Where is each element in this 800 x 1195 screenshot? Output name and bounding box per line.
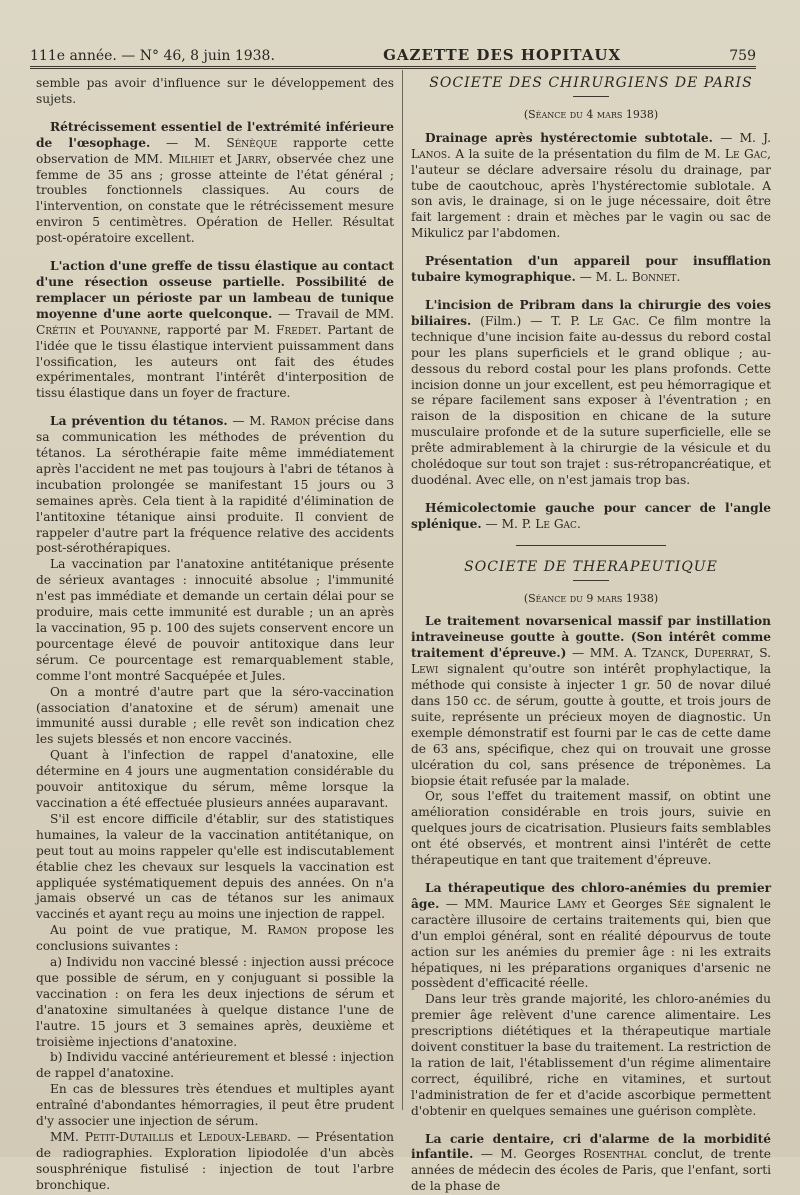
author-name: Lewi	[411, 662, 439, 677]
author-name: Tzanck	[642, 646, 685, 661]
author-name: Fredet	[276, 322, 318, 337]
author-name: Le Gac	[724, 146, 768, 161]
paragraph: Or, sous l'effet du traitement massif, on obtint une amélioration considérable en trois jours, suivie en quelques jours de cicatrisation. Plusieurs faits semblables ont été observés, et montrent ainsi l'intérêt de cette thérapeutique en tant que traitement d'épreuve.	[411, 789, 771, 868]
article-title: La thérapeutique des chloro-anémies du premier âge.	[411, 880, 771, 911]
author-name: Lanos	[411, 146, 448, 161]
author-name: Ramon	[267, 923, 308, 938]
paragraph: Quant à l'infection de rappel d'anatoxine, elle détermine en 4 jours une augmentation considérable du pouvoir antitoxique du sérum, même lorsque la vaccination a été effectuée plusieurs années auparavant.	[36, 748, 394, 810]
article-hemicolectomie: Hémicolectomie gauche pour cancer de l'angle splénique. — M. P. Le Gac.	[411, 500, 771, 531]
author-name: Ramon	[270, 414, 311, 429]
author-name: Le Gac	[535, 516, 577, 531]
section-separator	[516, 545, 666, 546]
paragraph: S'il est encore difficile d'établir, sur des statistiques humaines, la valeur de la vaccination antitétanique, on peut tout au moins rappeler qu'elle est indiscutablement établie chez les chevaux sur lesquels la vaccination est appliquée systématiquement depuis des années. On n'a jamais observé un cas de tétanos sur les animaux vaccinés et ayant reçu au moins une injection de rappel.	[36, 811, 394, 922]
paragraph: a) Individu non vacciné blessé : injection aussi précoce que possible de sérum, en y conjuguant si possible la vaccination : on fera les deux injections de sérum et d'anatoxine simultanées à quelque distance l'une de l'autre. 15 jours et 3 semaines après, deuxième et troisième injections d'anatoxine.	[36, 955, 394, 1049]
author-name: Milhiet	[168, 151, 215, 166]
right-column	[411, 76, 771, 1195]
author-name: Bonnet	[631, 270, 677, 285]
author-name: Duperrat	[694, 646, 750, 661]
paragraph: semble pas avoir d'influence sur le développement des sujets.	[36, 76, 394, 106]
paragraph: En cas de blessures très étendues et multiples ayant entraîné d'abondantes hémorragies, il peut être prudent d'y associer une injection de sérum.	[36, 1082, 394, 1129]
page-header	[30, 34, 756, 69]
paragraph: On a montré d'autre part que la séro-vaccination (association d'anatoxine et de sérum) amenait une immunité aussi durable ; elle revêt son indication chez les sujets blessés et non encore vaccinés.	[36, 684, 394, 747]
paragraph: La vaccination par l'anatoxine antitétanique présente de sérieux avantages : innocuité absolue ; l'immunité n'est pas immédiate et demande un certain délai pour se produire, mais cette immunité est durable ; un an après la vaccination, 95 p. 100 des sujets conservent encore un pourcentage élevé de pouvoir antitoxique dans leur sérum. Ce pourcentage est remarquablement stable, comme l'ont montré Sacquépée et Jules.	[36, 557, 394, 683]
session-date: (Séance du 9 mars 1938)	[523, 591, 659, 605]
author-name: Ledoux-Lebard	[198, 1130, 288, 1144]
author-name: Crétin	[36, 322, 77, 337]
author-name: Jarry	[236, 151, 268, 166]
article-title: Le traitement novarsenical massif par instillation intraveineuse goutte à goutte. (Son intérêt comme traitement d'épreuve.)	[411, 614, 771, 661]
article-title: L'incision de Pribram dans la chirurgie des voies biliaires.	[411, 297, 771, 328]
article-oesophage: Rétrécissement essentiel de l'extrémité inférieure de l'œsophage. — M. Sénèque rapporte cette observation de MM. Milhiet et Jarry, observée chez une femme de 35 ans ; grosse atteinte de l'état général ; troubles fonctionnels classiques. Au cours de l'intervention, on constate que le rétrécissement mesure environ 5 centimètres. Opération de Heller. Résultat post-opératoire excellent.	[36, 119, 394, 246]
article-title: Hémicolectomie gauche pour cancer de l'angle splénique.	[411, 500, 771, 531]
author-name: Sée	[668, 896, 691, 911]
section-rule	[573, 96, 609, 97]
author-name: Le Gac	[588, 313, 636, 328]
article-radiographies: MM. Petit-Dutaillis et Ledoux-Lebard. — Présentation de radiographies. Exploration lipiodolée d'un abcès sousphrénique fistulisé : injection de tout l'arbre bronchique.	[36, 1130, 395, 1192]
article-title: Rétrécissement essentiel de l'extrémité inférieure de l'œsophage.	[36, 119, 394, 150]
column-divider	[402, 70, 403, 1110]
publication-title: GAZETTE DES HOPITAUX	[383, 46, 622, 64]
article-pribram: L'incision de Pribram dans la chirurgie des voies biliaires. (Film.) — T. P. Le Gac. Ce film montre la technique d'une incision faite au-dessus du rebord costal pour les plans superficiels et le grand oblique ; au-dessous du rebord costal pour les plans profonds. Cette incision donne un jour excellent, est peu hémorragique et se répare facilement sans exposer à l'éventration ; en raison de la disposition en chicane de la suture musculaire profonde et de la suture superficielle, elle se prête admirablement à la chirurgie de la vésicule et du cholédoque sur tout son trajet : sus-rétropancréatique, et duodénal. Avec elle, on n'est jamais trop bas.	[411, 297, 771, 487]
paragraph: b) Individu vacciné antérieurement et blessé : injection de rappel d'anatoxine.	[36, 1050, 394, 1081]
article-carie-dentaire: La carie dentaire, cri d'alarme de la morbidité infantile. — M. Georges Rosenthal conclut, de trente années de médecin des écoles de Paris, que l'enfant, sorti de la phase de	[411, 1131, 772, 1194]
author-name: Pouyanne	[100, 322, 158, 337]
article-title: La prévention du tétanos.	[50, 414, 228, 429]
author-name: Rosenthal	[582, 1147, 647, 1162]
article-insufflation: Présentation d'un appareil pour insufflation tubaire kymographique. — M. L. Bonnet.	[411, 254, 771, 285]
article-novarsenical: Le traitement novarsenical massif par instillation intraveineuse goutte à goutte. (Son intérêt comme traitement d'épreuve.) — MM. A. Tzanck, Duperrat, S. Lewi signalent qu'outre son intérêt prophylactique, la méthode qui consiste à injecter 1 gr. 50 de novar dilué dans 150 cc. de sérum, goutte à goutte, et trois jours de suite, représente un précieux moyen de diagnostic. Un exemple démonstratif est fourni par le cas de cette dame de 63 ans, spécifique, chez qui on trouvait une grosse ulcération du col, sans présence de tréponèmes. La biopsie était refusée par la malade.	[411, 614, 771, 788]
session-date: (Séance du 4 mars 1938)	[523, 107, 659, 121]
section-rule	[573, 580, 609, 581]
article-chloro-anemies: La thérapeutique des chloro-anémies du premier âge. — MM. Maurice Lamy et Georges Sée signalent le caractère illusoire de certains traitements qui, bien que d'un emploi général, sont en réalité dépourvus de toute action sur les anémies du premier âge : ni les extraits hépatiques, ni les préparations organiques d'arsenic ne possèdent d'efficacité réelle.	[411, 880, 771, 991]
article-title: L'action d'une greffe de tissu élastique au contact d'une résection osseuse partielle. Possibilité de remplacer un périoste par un lambeau de tunique moyenne d'une aorte quelconque.	[36, 259, 394, 321]
article-tetanos: La prévention du tétanos. — M. Ramon précise dans sa communication les méthodes de prévention du tétanos. La sérothérapie faite même immédiatement après l'accident ne met pas toujours à l'abri de tétanos à incubation prolongée se manifestant 15 jours ou 3 semaines après. Cela tient à la rapidité d'élimination de l'antitoxine tétanique ainsi produite. Il convient de rappeler d'autre part la fréquence relative des accidents post-sérothérapiques.	[36, 414, 395, 556]
article-title: Présentation d'un appareil pour insufflation tubaire kymographique.	[411, 254, 771, 285]
section-title: SOCIETE DE THERAPEUTIQUE	[464, 558, 718, 575]
paragraph: Au point de vue pratique, M. Ramon propose les conclusions suivantes :	[36, 923, 395, 954]
article-title: Drainage après hystérectomie subtotale.	[425, 130, 713, 145]
section-title: SOCIETE DES CHIRURGIENS DE PARIS	[429, 75, 753, 91]
author-name: Lamy	[556, 896, 587, 911]
author-name: Petit-Dutaillis	[84, 1130, 174, 1144]
left-column	[36, 76, 394, 1194]
paragraph: Dans leur très grande majorité, les chloro-anémies du premier âge relèvent d'une carence alimentaire. Les prescriptions diététiques et la thérapeutique martiale doivent constituer la base du traitement. La restriction de la ration de lait, l'établissement d'un régime alimentaire correct, équilibré, riche en vitamines, et surtout l'administration de fer et d'acide ascorbique permettent d'obtenir en quelques semaines une guérison complète.	[411, 992, 771, 1118]
issue-info: 111e année. — N° 46, 8 juin 1938.	[30, 48, 275, 64]
author-name: Sénèque	[226, 135, 278, 150]
page-number: 759	[729, 48, 756, 64]
article-title: La carie dentaire, cri d'alarme de la morbidité infantile.	[411, 1131, 771, 1162]
article-greffe: L'action d'une greffe de tissu élastique au contact d'une résection osseuse partielle. Possibilité de remplacer un périoste par un lambeau de tunique moyenne d'une aorte quelconque. — Travail de MM. Crétin et Pouyanne, rapporté par M. Fredet. Partant de l'idée que le tissu élastique intervient puissamment dans l'ossification, les auteurs ont fait des études expérimentales, montrant l'intérêt d'interposition de tissu élastique dans un foyer de fracture.	[36, 259, 394, 401]
article-drainage: Drainage après hystérectomie subtotale. — M. J. Lanos. A la suite de la présentation du film de M. Le Gac, l'auteur se déclare adversaire résolu du drainage, par tube de caoutchouc, après l'hystérectomie sublotale. A son avis, le drainage, si on le juge nécessaire, doit être fait largement : drain et mèches par le vagin ou sac de Mikulicz par l'abdomen.	[411, 130, 771, 241]
